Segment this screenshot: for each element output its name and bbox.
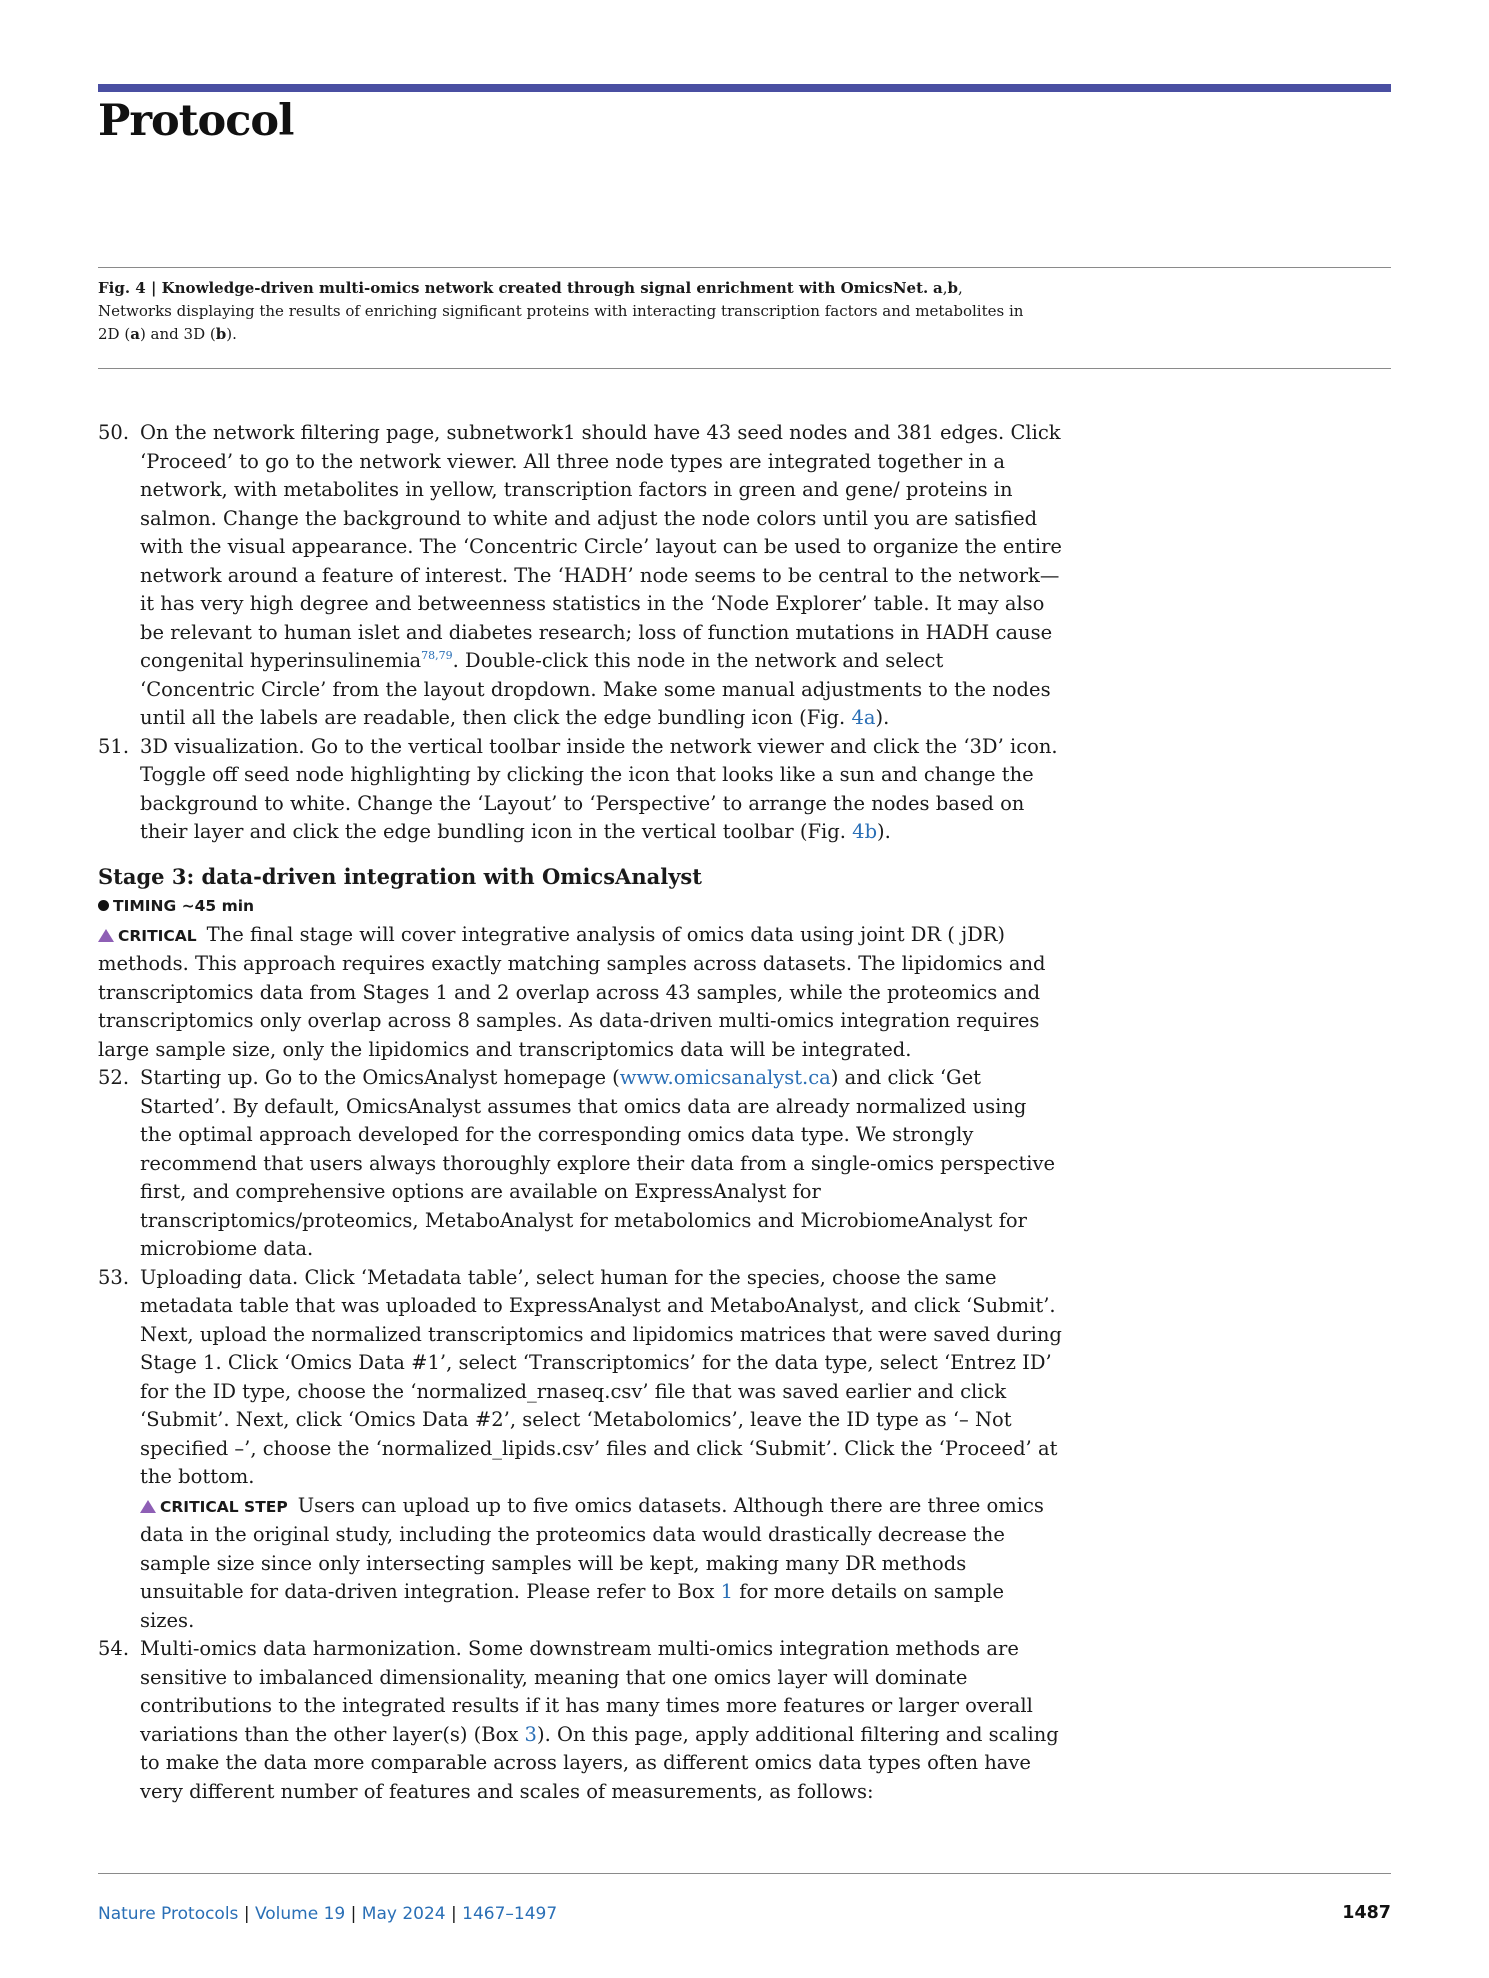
footer-sep: |	[445, 1904, 463, 1924]
step-number: 53.	[98, 1265, 130, 1289]
step-51-text-2: ).	[877, 820, 891, 843]
step-52-text-2: ) and click ‘Get Started’. By default, OmicsAnalyst assumes that omics data are already normalized using the optimal approach developed for the corresponding omics data type. We strongly recommend that users always thoroughly explore their data from a single-omics perspective first, and comprehensive options are available on ExpressAnalyst for transcriptomics/proteomics, MetaboAnalyst for metabolomics and MicrobiomeAnalyst for microbiome data.	[140, 1066, 1056, 1260]
footer-journal[interactable]: Nature Protocols	[98, 1904, 239, 1924]
step-text	[140, 1264, 1063, 1636]
step-54-text: Multi-omics data harmonization. Some downstream multi-omics integration methods are sensitive to imbalanced dimensionality, meaning that one omics layer will dominate contributions to the integrated results if it has many times more features or larger overall variations than the other layer(s) (Box	[140, 1637, 1033, 1746]
footer-volume: Volume 19	[254, 1904, 346, 1924]
caption-panel-b: b	[947, 279, 959, 297]
caption-panel-comma: ,	[942, 279, 948, 297]
step-50-text-3: ).	[875, 706, 890, 729]
critical-step-label: CRITICAL STEP	[160, 1497, 288, 1516]
caption-panel-a: a	[933, 279, 943, 297]
step-number: 54.	[98, 1637, 130, 1660]
step-53-text: Uploading data. Click ‘Metadata table’, select human for the species, choose the same metadata table that was uploaded to ExpressAnalyst and MetaboAnalyst, and click ‘Submit’. Next, upload the normalized transcriptomics and lipidomics matrices that were saved during Stage 1. Click ‘Omics Data #1’, select ‘Transcriptomics’ for the data type, select ‘Entrez ID’ for the ID type, choose the ‘normalized_rnaseq.csv’ file that was saved earlier and click ‘Submit’. Next, click ‘Omics Data #2’, select ‘Metabolomics’, leave the ID type as ‘– Not specified –’, choose the ‘normalized_lipids.csv’ files and click ‘Submit’. Click the ‘Proceed’ at the bottom.	[140, 1265, 1062, 1488]
step-52-text: Starting up. Go to the OmicsAnalyst homepage (	[140, 1066, 620, 1089]
step-text	[140, 1635, 1063, 1806]
step-50-text: On the network filtering page, subnetwork1 should have 43 seed nodes and 381 edges. Click ‘Proceed’ to go to the network viewer. All three node types are integrated together in a network, with metabolites in yellow, transcription factors in green and gene/ proteins in salmon. Change the background to white and adjust the node colors until you are satisfied with the visual appearance. The ‘Concentric Circle’ layout can be used to organize the entire network around a feature of interest. The ‘HADH’ node seems to be central to the network—it has very high degree and betweenness statistics in the ‘Node Explorer’ table. It may also be relevant to human islet and diabetes research; loss of function mutations in HADH cause congenital hyperinsulinemia	[140, 421, 1062, 672]
step-52	[98, 1064, 1063, 1264]
figure-link-4a[interactable]: 4a	[851, 706, 876, 729]
caption-bottom-rule	[98, 368, 1391, 369]
critical-text: The final stage will cover integrative analysis of omics data using joint DR ( jDR) methods. This approach requires exactly matching samples across datasets. The lipidomics and transcriptomics data from Stages 1 and 2 overlap across 43 samples, while the proteomics and transcriptomics only overlap across 8 samples. As data-driven multi-omics integration requires large sample size, only the lipidomics and transcriptomics data will be integrated.	[98, 922, 1046, 1061]
step-54	[98, 1635, 1063, 1806]
step-50-text-2: . Double-click this node in the network and select ‘Concentric Circle’ from the layout dropdown. Make some manual adjustments to the nodes until all the labels are readable, then click the edge bundling icon (Fig.	[140, 649, 1051, 729]
step-51	[98, 733, 1063, 847]
step-text	[140, 733, 1063, 847]
step-text	[140, 419, 1063, 733]
footer-date: May 2024	[361, 1904, 446, 1924]
omicsanalyst-url-link[interactable]: www.omicsanalyst.ca	[619, 1066, 831, 1089]
step-50	[98, 419, 1063, 733]
step-number: 51.	[98, 734, 130, 758]
step-number: 50.	[98, 421, 130, 444]
step-text	[140, 1064, 1063, 1264]
timing-value: ~45 min	[181, 897, 255, 915]
step-53	[98, 1264, 1063, 1636]
footer-pages: 1467–1497	[462, 1904, 558, 1924]
header-accent-bar	[98, 84, 1391, 92]
timing-bullet-icon	[98, 900, 109, 911]
figure-link-4b[interactable]: 4b	[852, 820, 878, 843]
critical-triangle-icon	[140, 1500, 156, 1513]
caption-text-1: , Networks displaying the results of enriching significant proteins with interacting transcription factors and metabolites in 2D (	[98, 279, 1024, 343]
main-body	[98, 419, 1063, 1806]
figure-caption	[98, 277, 1028, 346]
caption-ref-a: a	[130, 325, 140, 343]
step-51-text: 3D visualization. Go to the vertical toolbar inside the network viewer and click the ‘3D’ icon. Toggle off seed node highlighting by clicking the icon that looks like a sun and change the background to white. Change the ‘Layout’ to ‘Perspective’ to arrange the nodes based on their layer and click the edge bundling icon in the vertical toolbar (Fig.	[140, 734, 1058, 843]
footer-sep: |	[345, 1904, 362, 1924]
caption-top-rule	[98, 267, 1391, 268]
caption-ref-b: b	[215, 325, 227, 343]
timing-label: TIMING	[113, 897, 177, 915]
caption-label: Fig. 4 | Knowledge-driven multi-omics network created through signal enrichment with OmicsNet.	[98, 279, 929, 297]
critical-triangle-icon	[98, 929, 114, 942]
stage-3-heading: Stage 3: data-driven integration with OmicsAnalyst	[98, 863, 702, 889]
stage-3-critical	[98, 921, 1063, 1065]
critical-label: CRITICAL	[118, 926, 197, 945]
footer-sep: |	[238, 1904, 255, 1924]
reference-superscript[interactable]: 78,79	[421, 649, 453, 662]
page-number: 1487	[1342, 1903, 1391, 1923]
box-link-3[interactable]: 3	[524, 1722, 537, 1746]
caption-text-2: ) and 3D (	[139, 325, 216, 343]
timing-line	[98, 891, 1063, 921]
critical-step-text-2: for more details on sample sizes.	[140, 1580, 1005, 1632]
page-header-title: Protocol	[98, 96, 294, 146]
caption-text-3: ).	[226, 325, 237, 343]
footer-citation	[98, 1904, 557, 1924]
footer-rule	[98, 1873, 1391, 1874]
step-number: 52.	[98, 1066, 130, 1089]
box-link-1[interactable]: 1	[720, 1580, 734, 1603]
critical-step-text: Users can upload up to five omics datasets. Although there are three omics data in the original study, including the proteomics data would drastically decrease the sample size since only intersecting samples will be kept, making many DR methods unsuitable for data-driven integration. Please refer to Box	[140, 1493, 1044, 1603]
step-54-text-2: ). On this page, apply additional filtering and scaling to make the data more comparable across layers, as different omics data types often have very different number of features and scales of measurements, as follows:	[140, 1722, 1059, 1803]
